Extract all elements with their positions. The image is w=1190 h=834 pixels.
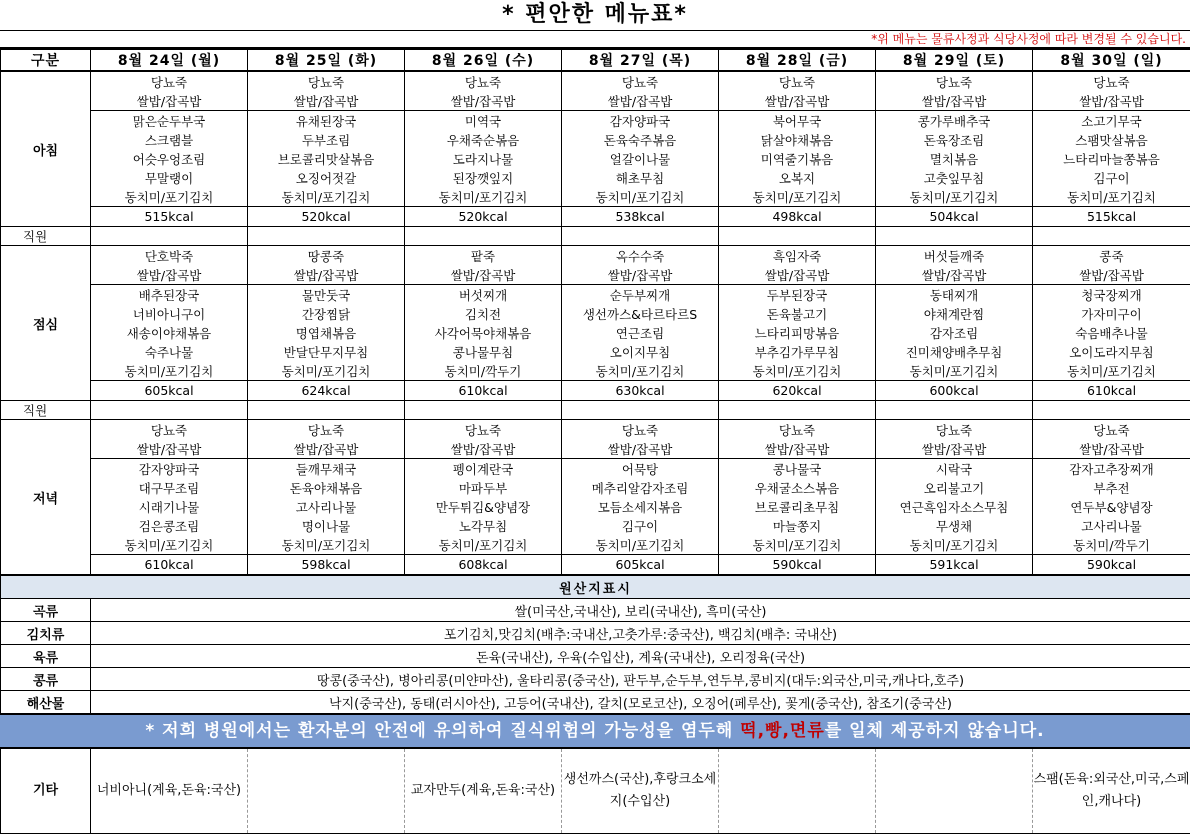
menu-item: 당뇨죽 xyxy=(719,420,876,440)
etc-cell: 생선까스(국산),후랑크소세지(수입산) xyxy=(562,749,719,834)
menu-item: 당뇨죽 xyxy=(562,420,719,440)
menu-item: 쌀밥/잡곡밥 xyxy=(91,265,248,285)
menu-item: 동치미/포기김치 xyxy=(876,187,1033,207)
menu-item: 감자고추장찌개 xyxy=(1033,459,1190,479)
menu-row xyxy=(1,361,1190,381)
menu-item: 생선까스&타르타르S xyxy=(562,304,719,323)
menu-item: 동치미/포기김치 xyxy=(562,535,719,555)
menu-item: 부추김가루무침 xyxy=(719,342,876,361)
menu-item: 당뇨죽 xyxy=(719,71,876,91)
change-notice: *위 메뉴는 물류사정과 식당사정에 따라 변경될 수 있습니다. xyxy=(0,31,1190,48)
menu-item: 버섯찌개 xyxy=(405,285,562,305)
menu-item: 두부된장국 xyxy=(719,285,876,305)
menu-row xyxy=(1,91,1190,111)
staff-cell xyxy=(876,401,1033,420)
staff-row xyxy=(1,401,1190,420)
menu-item: 가자미구이 xyxy=(1033,304,1190,323)
menu-item: 야채계란찜 xyxy=(876,304,1033,323)
menu-item: 쌀밥/잡곡밥 xyxy=(248,439,405,459)
meal-label-breakfast: 아침 xyxy=(1,71,91,227)
menu-item: 김치전 xyxy=(405,304,562,323)
menu-row xyxy=(1,323,1190,342)
staff-cell xyxy=(719,227,876,246)
menu-item: 얼갈이나물 xyxy=(562,149,719,168)
menu-item: 쌀밥/잡곡밥 xyxy=(91,91,248,111)
menu-item: 버섯들깨죽 xyxy=(876,246,1033,266)
menu-item: 물만둣국 xyxy=(248,285,405,305)
menu-item: 쌀밥/잡곡밥 xyxy=(91,439,248,459)
menu-item: 단호박죽 xyxy=(91,246,248,266)
menu-item: 고춧잎무침 xyxy=(876,168,1033,187)
menu-item: 된장깻잎지 xyxy=(405,168,562,187)
origin-row xyxy=(1,668,1190,691)
menu-item: 돈육야채볶음 xyxy=(248,478,405,497)
menu-item: 무말랭이 xyxy=(91,168,248,187)
menu-item: 당뇨죽 xyxy=(1033,71,1190,91)
menu-item: 동치미/깍두기 xyxy=(405,361,562,381)
menu-item: 돈육숙주볶음 xyxy=(562,130,719,149)
menu-item: 팥죽 xyxy=(405,246,562,266)
menu-row xyxy=(1,265,1190,285)
menu-item: 동치미/깍두기 xyxy=(1033,535,1190,555)
menu-item: 쌀밥/잡곡밥 xyxy=(1033,91,1190,111)
kcal-value: 610kcal xyxy=(1033,381,1190,401)
menu-item: 동치미/포기김치 xyxy=(248,187,405,207)
menu-item: 쌀밥/잡곡밥 xyxy=(1033,265,1190,285)
menu-item: 동치미/포기김치 xyxy=(876,361,1033,381)
banner-text-end: 를 일체 제공하지 않습니다. xyxy=(825,721,1045,741)
menu-row xyxy=(1,478,1190,497)
menu-item: 당뇨죽 xyxy=(876,420,1033,440)
menu-item: 동치미/포기김치 xyxy=(562,187,719,207)
kcal-value: 591kcal xyxy=(876,555,1033,575)
menu-item: 당뇨죽 xyxy=(248,71,405,91)
banner-text: * 저희 병원에서는 환자분의 안전에 유의하여 질식위험의 가능성을 염두해 xyxy=(145,721,740,741)
menu-item: 사각어묵야채볶음 xyxy=(405,323,562,342)
staff-cell xyxy=(719,401,876,420)
menu-row xyxy=(1,304,1190,323)
origin-category: 해산물 xyxy=(1,691,91,714)
kcal-value: 590kcal xyxy=(1033,555,1190,575)
menu-item: 마늘쫑지 xyxy=(719,516,876,535)
day-header: 8월 27일 (목) xyxy=(562,49,719,71)
menu-item: 쌀밥/잡곡밥 xyxy=(876,265,1033,285)
menu-item: 숙주나물 xyxy=(91,342,248,361)
menu-item: 쌀밥/잡곡밥 xyxy=(248,91,405,111)
menu-item: 동치미/포기김치 xyxy=(91,187,248,207)
menu-item: 배추된장국 xyxy=(91,285,248,305)
day-header: 8월 25일 (화) xyxy=(248,49,405,71)
menu-item: 동치미/포기김치 xyxy=(719,535,876,555)
menu-item: 반달단무지무침 xyxy=(248,342,405,361)
menu-item: 만두튀김&양념장 xyxy=(405,497,562,516)
kcal-row xyxy=(1,381,1190,401)
menu-item: 땅콩죽 xyxy=(248,246,405,266)
day-header: 8월 29일 (토) xyxy=(876,49,1033,71)
menu-item: 쌀밥/잡곡밥 xyxy=(719,439,876,459)
origin-text: 쌀(미국산,국내산), 보리(국내산), 흑미(국산) xyxy=(91,599,1190,622)
kcal-value: 504kcal xyxy=(876,207,1033,227)
menu-item: 간장찜닭 xyxy=(248,304,405,323)
menu-item: 우채죽순볶음 xyxy=(405,130,562,149)
menu-item: 무생채 xyxy=(876,516,1033,535)
menu-item: 대구무조림 xyxy=(91,478,248,497)
menu-item: 우채굴소스볶음 xyxy=(719,478,876,497)
origin-text: 낙지(중국산), 동태(러시아산), 고등어(국내산), 갈치(모로코산), 오징어(페루산), 꽃게(중국산), 참조기(중국산) xyxy=(91,691,1190,714)
menu-item: 쌀밥/잡곡밥 xyxy=(562,265,719,285)
day-header: 8월 28일 (금) xyxy=(719,49,876,71)
menu-item: 메추리알감자조림 xyxy=(562,478,719,497)
origin-text: 포기김치,맛김치(배추:국내산,고춧가루:중국산), 백김치(배추: 국내산) xyxy=(91,622,1190,645)
menu-item: 순두부찌개 xyxy=(562,285,719,305)
menu-row xyxy=(1,420,1190,440)
menu-item: 콩나물국 xyxy=(719,459,876,479)
origin-table xyxy=(0,575,1190,714)
menu-row xyxy=(1,285,1190,305)
menu-table xyxy=(0,48,1190,575)
etc-cell: 교자만두(계육,돈육:국산) xyxy=(405,749,562,834)
menu-item: 당뇨죽 xyxy=(562,71,719,91)
menu-item: 김구이 xyxy=(562,516,719,535)
staff-cell xyxy=(91,401,248,420)
menu-item: 쌀밥/잡곡밥 xyxy=(719,91,876,111)
staff-cell xyxy=(248,227,405,246)
menu-item: 당뇨죽 xyxy=(91,420,248,440)
day-header: 8월 24일 (월) xyxy=(91,49,248,71)
menu-item: 동치미/포기김치 xyxy=(719,361,876,381)
origin-category: 육류 xyxy=(1,645,91,668)
meal-label-dinner: 저녁 xyxy=(1,420,91,575)
menu-item: 들깨무채국 xyxy=(248,459,405,479)
menu-row xyxy=(1,342,1190,361)
menu-item: 쌀밥/잡곡밥 xyxy=(719,265,876,285)
menu-item: 당뇨죽 xyxy=(1033,420,1190,440)
menu-item: 숙음배추나물 xyxy=(1033,323,1190,342)
menu-item: 오이지무침 xyxy=(562,342,719,361)
menu-row xyxy=(1,459,1190,479)
kcal-row xyxy=(1,555,1190,575)
menu-item: 쌀밥/잡곡밥 xyxy=(405,91,562,111)
menu-item: 새송이야채볶음 xyxy=(91,323,248,342)
menu-item: 쌀밥/잡곡밥 xyxy=(876,439,1033,459)
menu-item: 콩가루배추국 xyxy=(876,111,1033,131)
menu-item: 고사리나물 xyxy=(248,497,405,516)
menu-item: 펭이계란국 xyxy=(405,459,562,479)
origin-category: 김치류 xyxy=(1,622,91,645)
origin-text: 돈육(국내산), 우육(수입산), 계육(국내산), 오리정육(국산) xyxy=(91,645,1190,668)
menu-item: 청국장찌개 xyxy=(1033,285,1190,305)
kcal-value: 624kcal xyxy=(248,381,405,401)
menu-row xyxy=(1,497,1190,516)
menu-item: 감자양파국 xyxy=(562,111,719,131)
menu-item: 감자양파국 xyxy=(91,459,248,479)
menu-row xyxy=(1,111,1190,131)
staff-label: 직원 xyxy=(1,227,91,246)
menu-item: 모듬소세지볶음 xyxy=(562,497,719,516)
kcal-value: 620kcal xyxy=(719,381,876,401)
menu-row xyxy=(1,168,1190,187)
menu-item: 당뇨죽 xyxy=(405,420,562,440)
menu-item: 동치미/포기김치 xyxy=(876,535,1033,555)
menu-row xyxy=(1,246,1190,266)
menu-item: 진미채양배추무침 xyxy=(876,342,1033,361)
menu-item: 브로콜리초무침 xyxy=(719,497,876,516)
menu-item: 당뇨죽 xyxy=(248,420,405,440)
menu-item: 옥수수죽 xyxy=(562,246,719,266)
kcal-value: 520kcal xyxy=(248,207,405,227)
menu-item: 동치미/포기김치 xyxy=(91,535,248,555)
staff-cell xyxy=(405,401,562,420)
menu-item: 돈육장조림 xyxy=(876,130,1033,149)
menu-item: 동치미/포기김치 xyxy=(719,187,876,207)
page-title: * 편안한 메뉴표* xyxy=(0,0,1190,31)
kcal-value: 538kcal xyxy=(562,207,719,227)
origin-row xyxy=(1,645,1190,668)
menu-item: 당뇨죽 xyxy=(91,71,248,91)
menu-item: 당뇨죽 xyxy=(405,71,562,91)
kcal-value: 605kcal xyxy=(562,555,719,575)
menu-item: 소고기무국 xyxy=(1033,111,1190,131)
origin-category: 콩류 xyxy=(1,668,91,691)
menu-item: 김구이 xyxy=(1033,168,1190,187)
menu-item: 연근조림 xyxy=(562,323,719,342)
header-category: 구분 xyxy=(1,49,91,71)
staff-cell xyxy=(1033,227,1190,246)
menu-item: 노각무침 xyxy=(405,516,562,535)
menu-item: 시락국 xyxy=(876,459,1033,479)
kcal-row xyxy=(1,207,1190,227)
menu-item: 해초무침 xyxy=(562,168,719,187)
menu-item: 느타리피망볶음 xyxy=(719,323,876,342)
menu-item: 당뇨죽 xyxy=(876,71,1033,91)
etc-category: 기타 xyxy=(1,749,91,834)
menu-row xyxy=(1,439,1190,459)
menu-item: 동치미/포기김치 xyxy=(91,361,248,381)
kcal-value: 520kcal xyxy=(405,207,562,227)
kcal-value: 498kcal xyxy=(719,207,876,227)
staff-cell xyxy=(248,401,405,420)
menu-item: 명엽채볶음 xyxy=(248,323,405,342)
menu-item: 어묵탕 xyxy=(562,459,719,479)
origin-row xyxy=(1,599,1190,622)
menu-item: 쌀밥/잡곡밥 xyxy=(562,91,719,111)
menu-item: 콩나물무침 xyxy=(405,342,562,361)
etc-table xyxy=(0,748,1190,834)
menu-item: 어슷우엉조림 xyxy=(91,149,248,168)
menu-item: 명이나물 xyxy=(248,516,405,535)
kcal-value: 598kcal xyxy=(248,555,405,575)
menu-item: 북어무국 xyxy=(719,111,876,131)
menu-item: 고사리나물 xyxy=(1033,516,1190,535)
menu-item: 쌀밥/잡곡밥 xyxy=(1033,439,1190,459)
menu-row xyxy=(1,535,1190,555)
menu-item: 동치미/포기김치 xyxy=(248,535,405,555)
kcal-value: 605kcal xyxy=(91,381,248,401)
menu-row xyxy=(1,149,1190,168)
menu-item: 브로콜리맛살볶음 xyxy=(248,149,405,168)
staff-cell xyxy=(562,227,719,246)
etc-cell: 스팸(돈육:외국산,미국,스페인,캐나다) xyxy=(1033,749,1190,834)
menu-item: 쌀밥/잡곡밥 xyxy=(248,265,405,285)
menu-item: 미역줄기볶음 xyxy=(719,149,876,168)
menu-item: 동치미/포기김치 xyxy=(405,535,562,555)
staff-cell xyxy=(562,401,719,420)
staff-cell xyxy=(1033,401,1190,420)
menu-item: 흑임자죽 xyxy=(719,246,876,266)
menu-item: 동치미/포기김치 xyxy=(405,187,562,207)
menu-item: 스크램블 xyxy=(91,130,248,149)
kcal-value: 610kcal xyxy=(405,381,562,401)
menu-item: 유채된장국 xyxy=(248,111,405,131)
menu-item: 맑은순두부국 xyxy=(91,111,248,131)
menu-item: 쌀밥/잡곡밥 xyxy=(876,91,1033,111)
etc-cell: 너비아니(계육,돈육:국산) xyxy=(91,749,248,834)
origin-text: 땅콩(중국산), 병아리콩(미얀마산), 울타리콩(중국산), 판두부,순두부,연두부,콩비지(대두:외국산,미국,캐나다,호주) xyxy=(91,668,1190,691)
menu-item: 닭살야채볶음 xyxy=(719,130,876,149)
kcal-value: 590kcal xyxy=(719,555,876,575)
menu-item: 돈육불고기 xyxy=(719,304,876,323)
menu-item: 오복지 xyxy=(719,168,876,187)
meal-label-lunch: 점심 xyxy=(1,246,91,401)
menu-row xyxy=(1,130,1190,149)
menu-item: 도라지나물 xyxy=(405,149,562,168)
kcal-value: 515kcal xyxy=(91,207,248,227)
origin-title: 원산지표시 xyxy=(1,576,1190,599)
menu-item: 감자조림 xyxy=(876,323,1033,342)
menu-item: 연근흑임자소스무침 xyxy=(876,497,1033,516)
menu-item: 동치미/포기김치 xyxy=(1033,361,1190,381)
kcal-value: 515kcal xyxy=(1033,207,1190,227)
menu-row xyxy=(1,516,1190,535)
staff-label: 직원 xyxy=(1,401,91,420)
kcal-value: 600kcal xyxy=(876,381,1033,401)
menu-item: 느타리마늘쫑볶음 xyxy=(1033,149,1190,168)
banner-highlight: 떡,빵,면류 xyxy=(740,721,825,741)
menu-row xyxy=(1,71,1190,91)
menu-item: 콩죽 xyxy=(1033,246,1190,266)
day-header: 8월 30일 (일) xyxy=(1033,49,1190,71)
menu-item: 미역국 xyxy=(405,111,562,131)
kcal-value: 610kcal xyxy=(91,555,248,575)
menu-item: 스팸맛살볶음 xyxy=(1033,130,1190,149)
origin-row xyxy=(1,622,1190,645)
staff-cell xyxy=(876,227,1033,246)
staff-cell xyxy=(405,227,562,246)
menu-item: 동치미/포기김치 xyxy=(562,361,719,381)
menu-item: 쌀밥/잡곡밥 xyxy=(405,439,562,459)
menu-item: 동태찌개 xyxy=(876,285,1033,305)
header-row xyxy=(1,49,1190,71)
menu-item: 동치미/포기김치 xyxy=(248,361,405,381)
menu-item: 멸치볶음 xyxy=(876,149,1033,168)
menu-item: 너비아니구이 xyxy=(91,304,248,323)
kcal-value: 630kcal xyxy=(562,381,719,401)
menu-item: 오이도라지무침 xyxy=(1033,342,1190,361)
menu-item: 쌀밥/잡곡밥 xyxy=(405,265,562,285)
staff-cell xyxy=(91,227,248,246)
menu-item: 연두부&양념장 xyxy=(1033,497,1190,516)
menu-item: 오리불고기 xyxy=(876,478,1033,497)
menu-item: 두부조림 xyxy=(248,130,405,149)
menu-item: 시래기나물 xyxy=(91,497,248,516)
menu-item: 동치미/포기김치 xyxy=(1033,187,1190,207)
menu-item: 오징어젓갈 xyxy=(248,168,405,187)
menu-row xyxy=(1,187,1190,207)
menu-item: 검은콩조림 xyxy=(91,516,248,535)
menu-item: 마파두부 xyxy=(405,478,562,497)
kcal-value: 608kcal xyxy=(405,555,562,575)
origin-category: 곡류 xyxy=(1,599,91,622)
safety-banner xyxy=(0,714,1190,748)
menu-item: 부추전 xyxy=(1033,478,1190,497)
menu-item: 쌀밥/잡곡밥 xyxy=(562,439,719,459)
staff-row xyxy=(1,227,1190,246)
day-header: 8월 26일 (수) xyxy=(405,49,562,71)
origin-row xyxy=(1,691,1190,714)
